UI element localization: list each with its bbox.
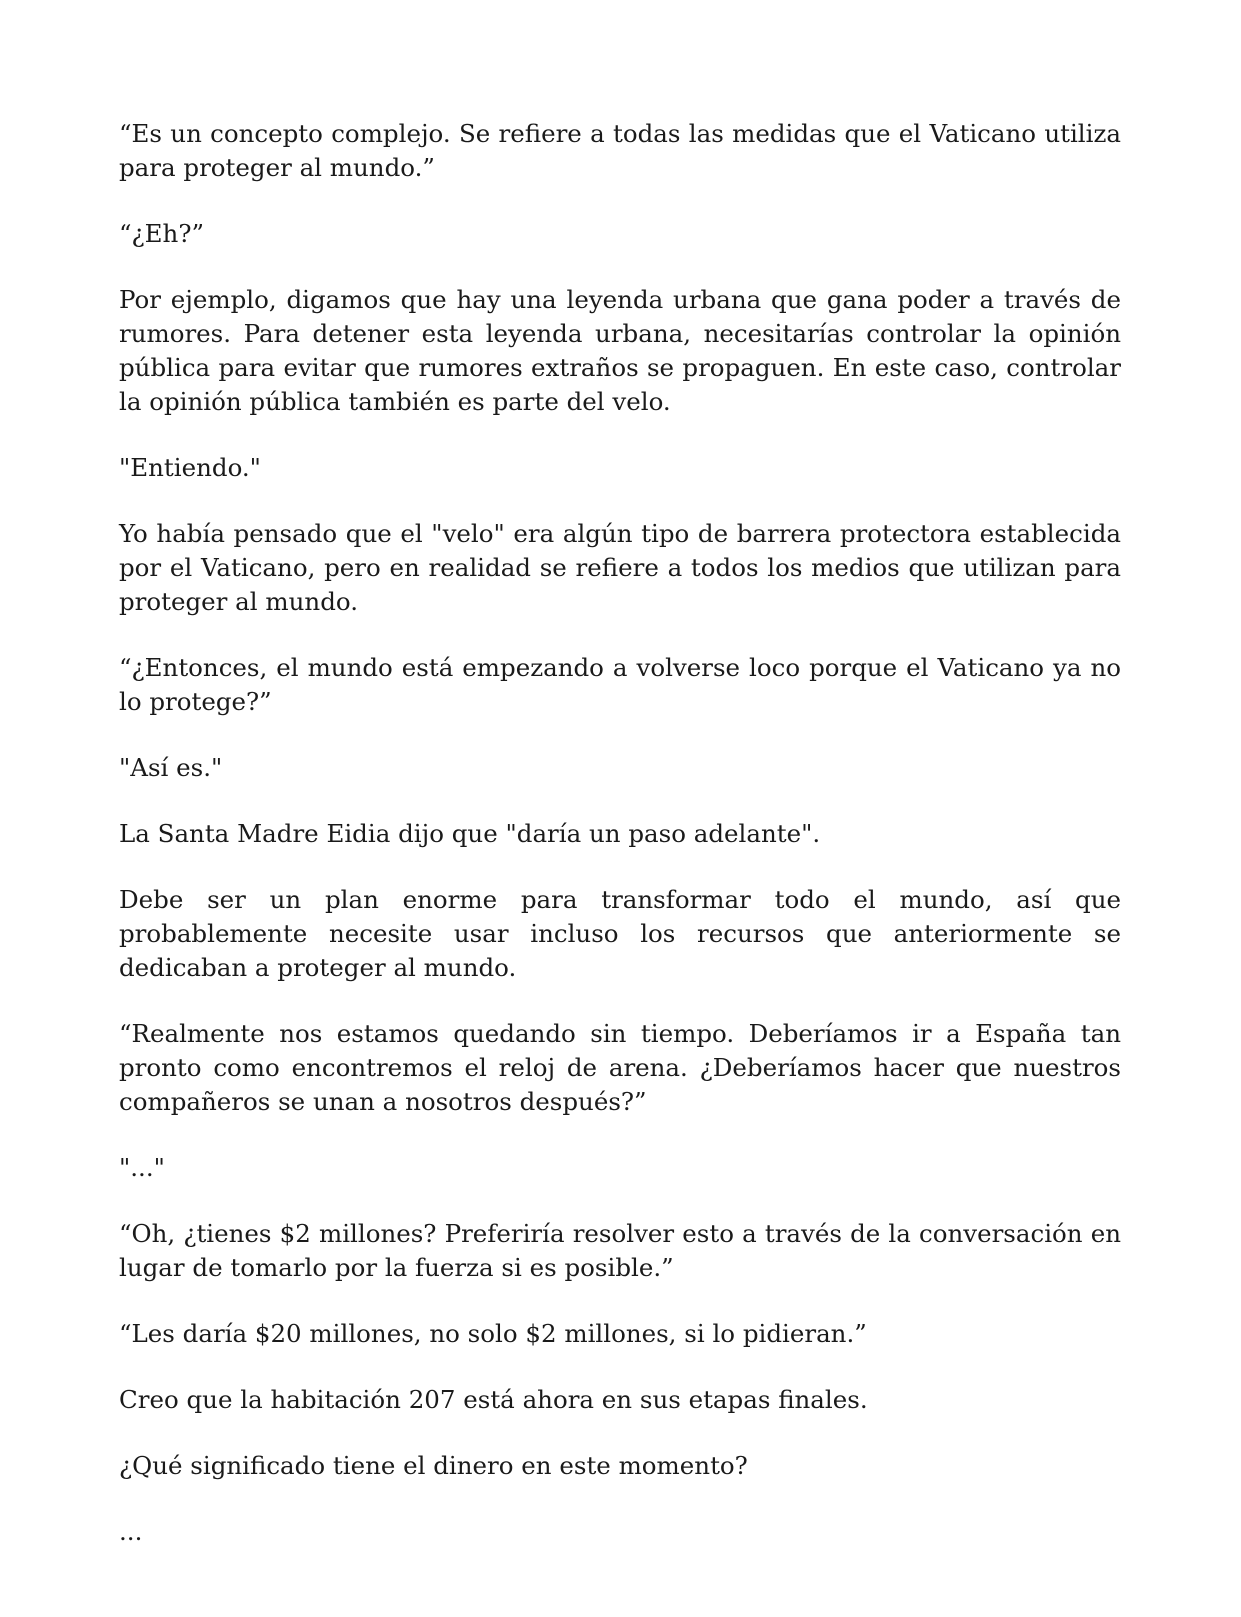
paragraph: “Es un concepto complejo. Se refiere a todas las medidas que el Vaticano utiliza para proteger al mundo.” bbox=[119, 119, 1121, 182]
paragraph: La Santa Madre Eidia dijo que "daría un paso adelante". bbox=[119, 819, 821, 848]
paragraph: “Les daría $20 millones, no solo $2 millones, si lo pidieran.” bbox=[119, 1319, 867, 1348]
paragraph: ¿Qué significado tiene el dinero en este momento? bbox=[119, 1451, 748, 1480]
paragraph: Creo que la habitación 207 está ahora en sus etapas finales. bbox=[119, 1385, 868, 1414]
paragraph: Yo había pensado que el "velo" era algún tipo de barrera protectora establecida por el Vaticano, pero en realidad se refiere a todos los medios que utilizan para proteger al mundo. bbox=[119, 519, 1121, 616]
paragraph: “Oh, ¿tienes $2 millones? Preferiría resolver esto a través de la conversación en lugar de tomarlo por la fuerza si es posible.” bbox=[119, 1219, 1121, 1282]
paragraph: "Así es." bbox=[119, 753, 223, 782]
paragraph: Debe ser un plan enorme para transformar todo el mundo, así que probablemente necesite usar incluso los recursos que anteriormente se dedicaban a proteger al mundo. bbox=[119, 885, 1121, 982]
paragraph: "..." bbox=[119, 1153, 165, 1182]
document-page bbox=[119, 117, 1121, 1581]
paragraph: “Realmente nos estamos quedando sin tiempo. Deberíamos ir a España tan pronto como encontremos el reloj de arena. ¿Deberíamos hacer que nuestros compañeros se unan a nosotros después?” bbox=[119, 1019, 1121, 1116]
paragraph: ... bbox=[119, 1517, 143, 1546]
paragraph: "Entiendo." bbox=[119, 453, 261, 482]
paragraph: “¿Entonces, el mundo está empezando a volverse loco porque el Vaticano ya no lo protege?” bbox=[119, 653, 1121, 716]
paragraph: “¿Eh?” bbox=[119, 219, 204, 248]
paragraph: Por ejemplo, digamos que hay una leyenda urbana que gana poder a través de rumores. Para detener esta leyenda urbana, necesitarías controlar la opinión pública para evitar que rumores extraños se propaguen. En este caso, controlar la opinión pública también es parte del velo. bbox=[119, 285, 1121, 416]
